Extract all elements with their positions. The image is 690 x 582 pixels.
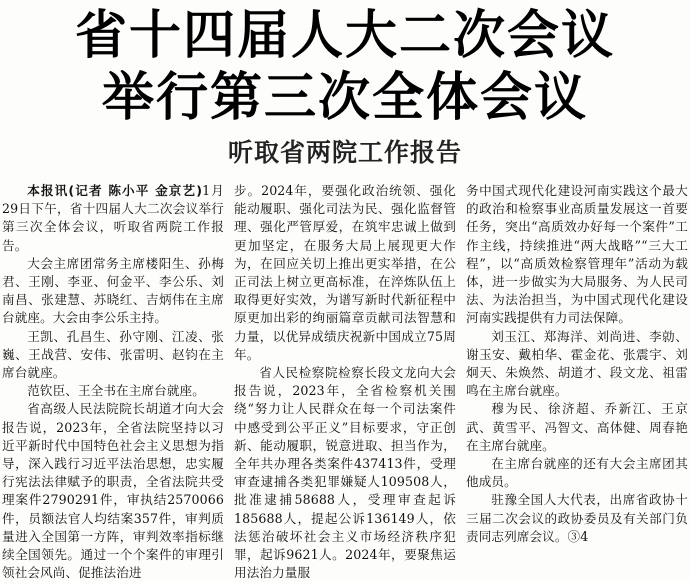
article-paragraph: 在主席台就座的还有大会主席团其他成员。 [466, 456, 688, 490]
article-paragraph: 穆为民、徐济超、乔新江、王京武、黄雪平、冯智文、高体健、周春艳在主席台就座。 [466, 401, 688, 453]
article-paragraph: 省人民检察院检察长段文龙向大会报告说，2023年，全省检察机关围绕“努力让人民群众在每一个司法案件中感受到公平正义”目标要求，守正创新、能动履职，锐意进取、担当作为，全年共办理各类案件437413件，受理审查逮捕各类犯罪嫌疑人109508人，批准逮捕58688人，受理审查起诉185688人，提起公诉136149人，依法惩治破坏社会主义市场经济秩序犯罪，起诉9621人。2024年，要聚焦运用法治力量服 [234, 365, 456, 581]
article-paragraph: 务中国式现代化建设河南实践这个最大的政治和检察事业高质量发展这一首要任务，突出“高质效办好每一个案件”工作主线，持续推进“两大战略”“三大工程”，以“高质效检察管理年”活动为载体，进一步做实为大局服务、为人民司法、为法治担当，为中国式现代化建设河南实践提供有力司法保障。 [466, 183, 688, 326]
article-column-3 [466, 182, 688, 544]
headline-line-2: 举行第三次全体会议 [101, 68, 588, 128]
article-paragraph: 步。2024年，要强化政治统领、强化能动履职、强化司法为民、强化监督管理、强化严管厚爱，在筑牢忠诚上做到更加坚定，在服务大局上展现更大作为，在回应关切上推出更实举措，在公正司法上树立更高标准，在淬炼队伍上取得更好实效，为谱写新时代新征程中原更加出彩的绚丽篇章贡献司法智慧和力量，以优异成绩庆祝新中国成立75周年。 [234, 183, 456, 362]
byline: 本报讯(记者 陈小平 金京艺) [27, 183, 203, 198]
article-paragraph: 大会主席团常务主席楼阳生、孙梅君、王刚、李亚、何金平、李公乐、刘南昌、张建慧、苏晓红、吉炳伟在主席台就座。大会由李公乐主持。 [2, 255, 224, 326]
headline-line-1: 省十四届人大二次会议 [74, 6, 615, 66]
article-column-2 [234, 182, 456, 581]
article-paragraph: 驻豫全国人大代表，出席省政协十三届二次会议的政协委员及有关部门负责同志列席会议。③4 [466, 492, 688, 544]
article-column-1 [2, 182, 224, 581]
article-paragraph: 省高级人民法院院长胡道才向大会报告说，2023年，全省法院坚持以习近平新时代中国特色社会主义思想为指导，深入践行习近平法治思想，忠实履行宪法法律赋予的职责，全省法院共受理案件2790291件，审执结2570066件，员额法官人均结案357件，审判质量进入全国第一方阵，审判效率指标继续全国领先。通过一个个案件的审理引领社会风尚、促推法治进 [2, 401, 224, 581]
subheadline: 听取省两院工作报告 [227, 138, 462, 167]
article-paragraph: 范钦臣、王全书在主席台就座。 [27, 383, 205, 399]
article-paragraph: 刘玉江、郑海洋、刘尚进、李勍、谢玉安、戴柏华、霍金花、张震宇、刘炯天、朱焕然、胡道才、段文龙、祖雷鸣在主席台就座。 [466, 328, 688, 399]
article-paragraph [2, 182, 224, 255]
article-paragraph: 王凯、孔昌生、孙守刚、江凌、张巍、王战营、安伟、张雷明、赵钧在主席台就座。 [2, 328, 224, 381]
paragraph-text: 1月29日下午，省十四届人大二次会议举行第三次全体会议，听取省两院工作报告。 [2, 183, 224, 253]
